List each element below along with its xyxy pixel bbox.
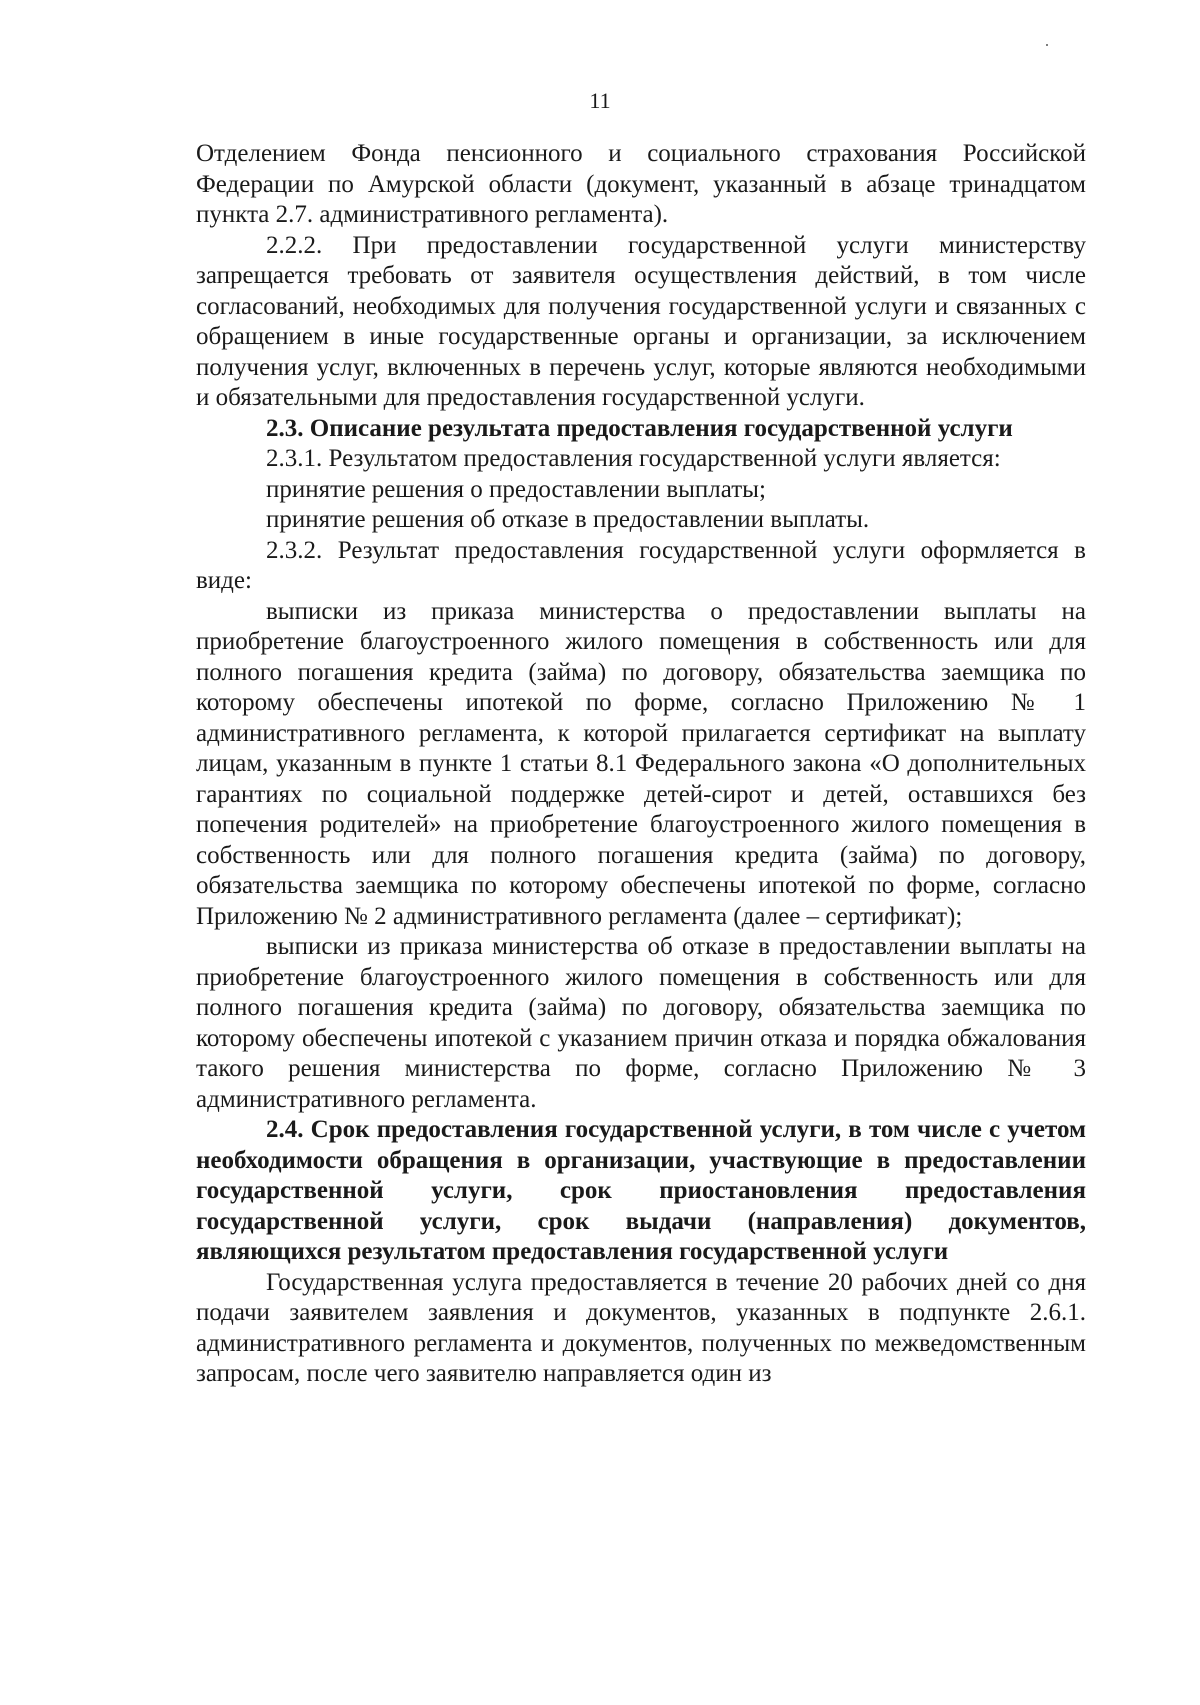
paragraph: принятие решения о предоставлении выплаты; bbox=[266, 475, 766, 503]
paragraph: 2.2.2. При предоставлении государственной услуги министерству запрещается требовать от заявителя осуществления действий, в том числе согласований, необходимых для получения государственной услуги и связанных с обращением в иные государственные органы и организации, за исключением получения услуг, включенных в перечень услуг, которые являются необходимыми и обязательными для предоставления государственной услуги. bbox=[196, 231, 1086, 411]
paragraph: 2.3.2. Результат предоставления государственной услуги оформляется в виде: bbox=[196, 536, 1086, 594]
scan-speck bbox=[1046, 44, 1048, 46]
document-body bbox=[196, 139, 1086, 1390]
paragraph: принятие решения об отказе в предоставлении выплаты. bbox=[266, 506, 870, 533]
paragraph: выписки из приказа министерства об отказе в предоставлении выплаты на приобретение благоустроенного жилого помещения в собственность или для полного погашения кредита (займа) по договору, обязательства заемщика по которому обеспечены ипотекой с указанием причин отказа и порядка обжалования такого решения министерства по форме, согласно Приложению № 3 административного регламента. bbox=[196, 933, 1086, 1113]
section-heading: 2.3. Описание результата предоставления государственной услуги bbox=[266, 414, 1013, 442]
section-heading: 2.4. Срок предоставления государственной услуги, в том числе с учетом необходимости обращения в организации, участвующие в предоставлении государственной услуги, срок приостановления предоставления государственной услуги, срок выдачи (направления) документов, являющихся результатом предоставления государственной услуги bbox=[196, 1116, 1086, 1265]
paragraph: Государственная услуга предоставляется в течение 20 рабочих дней со дня подачи заявителем заявления и документов, указанных в подпункте 2.6.1. административного регламента и документов, полученных по межведомственным запросам, после чего заявителю направляется один из bbox=[196, 1268, 1086, 1387]
page-number: 11 bbox=[589, 88, 611, 113]
paragraph: выписки из приказа министерства о предоставлении выплаты на приобретение благоустроенного жилого помещения в собственность или для полного погашения кредита (займа) по договору, обязательства заемщика по которому обеспечены ипотекой по форме, согласно Приложению № 1 административного регламента, к которой прилагается сертификат на выплату лицам, указанным в пункте 1 статьи 8.1 Федерального закона «О дополнительных гарантиях по социальной поддержке детей-сирот и детей, оставшихся без попечения родителей» на приобретение благоустроенного жилого помещения в собственность или для полного погашения кредита (займа) по договору, обязательства заемщика по которому обеспечены ипотекой по форме, согласно Приложению № 2 административного регламента (далее – сертификат); bbox=[196, 597, 1086, 930]
paragraph: 2.3.1. Результатом предоставления государственной услуги является: bbox=[266, 445, 1001, 472]
paragraph: Отделением Фонда пенсионного и социального страхования Российской Федерации по Амурской области (документ, указанный в абзаце тринадцатом пункта 2.7. административного регламента). bbox=[196, 140, 1086, 228]
